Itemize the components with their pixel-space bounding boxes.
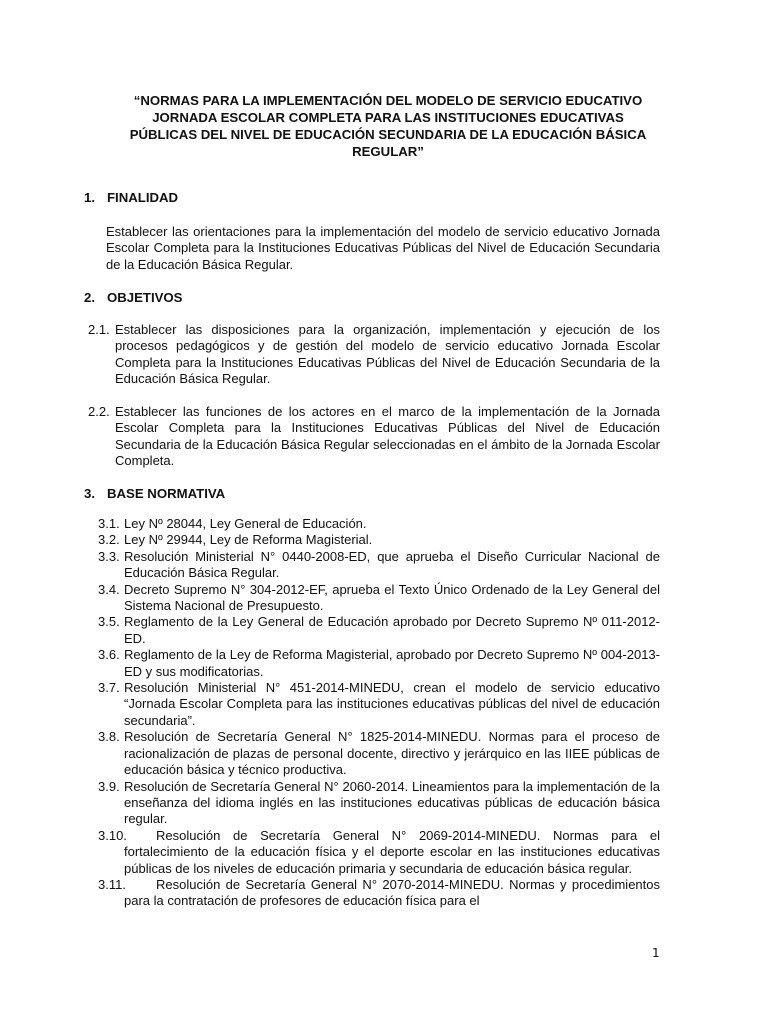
item-text: Resolución Ministerial N° 0440-2008-ED, que aprueba el Diseño Curricular Nacional de Educación Básica Regular. xyxy=(124,548,660,581)
title-line: PÚBLICAS DEL NIVEL DE EDUCACIÓN SECUNDARIA DE LA EDUCACIÓN BÁSICA xyxy=(129,127,647,142)
item-number: 3.11. xyxy=(98,876,126,892)
item-number: 2.1. xyxy=(88,322,110,337)
item-text: Resolución de Secretaría General N° 2060-2014. Lineamientos para la implementación de la enseñanza del idioma inglés en las instituciones educativas públicas de educación básica regular. xyxy=(124,778,660,827)
title-line: REGULAR” xyxy=(352,144,424,159)
list-item xyxy=(98,614,660,647)
list-item xyxy=(98,877,660,910)
item-number: 2.2. xyxy=(88,404,110,419)
list-item xyxy=(98,582,660,615)
item-number: 3.3. xyxy=(98,548,120,564)
item-number: 3.10. xyxy=(98,827,127,843)
item-text: Resolución de Secretaría General N° 1825-2014-MINEDU. Normas para el proceso de racionalización de plazas de personal docente, directivo y jerárquico en las IIEE públicas de educación básica y técnico productiva. xyxy=(124,729,660,778)
item-text: Ley Nº 29944, Ley de Reforma Magisterial. xyxy=(124,532,373,548)
item-number: 3.6. xyxy=(98,647,120,663)
objective-item xyxy=(88,322,660,388)
section-title: OBJETIVOS xyxy=(107,290,183,305)
item-text: Decreto Supremo N° 304-2012-EF, aprueba el Texto Único Ordenado de la Ley General del Sistema Nacional de Presupuesto. xyxy=(124,581,660,614)
section-title: FINALIDAD xyxy=(107,190,179,205)
page-number: 1 xyxy=(652,946,660,960)
item-text: Ley Nº 28044, Ley General de Educación. xyxy=(124,516,367,531)
item-number: 3.2. xyxy=(98,532,120,548)
section-heading-objetivos xyxy=(84,290,182,306)
item-number: 3.8. xyxy=(98,729,120,745)
base-normativa-list xyxy=(98,516,660,910)
objective-item xyxy=(88,404,660,470)
item-text: Resolución Ministerial N° 451-2014-MINEDU, crean el modelo de servicio educativo “Jornada Escolar Completa para las instituciones educativas públicas del nivel de educación secundaria”. xyxy=(124,680,660,728)
item-text: Establecer las funciones de los actores en el marco de la implementación de la Jornada Escolar Completa para la Instituciones Educativas Públicas del Nivel de Educación Secundaria de la Educación Básica Regular seleccionadas en el ámbito de la Jornada Escolar Completa. xyxy=(115,404,660,469)
item-number: 3.4. xyxy=(98,581,120,597)
item-text: Reglamento de la Ley de Reforma Magisterial, aprobado por Decreto Supremo Nº 004-2013-ED y sus modificatorias. xyxy=(124,647,660,679)
list-item xyxy=(98,516,660,532)
document-title xyxy=(96,92,680,160)
list-item xyxy=(98,779,660,828)
item-text: Resolución de Secretaría General N° 2070-2014-MINEDU. Normas y procedimientos para la contratación de profesores de educación física para el xyxy=(124,876,660,909)
section-number: 2. xyxy=(84,290,95,305)
item-text: Establecer las disposiciones para la organización, implementación y ejecución de los procesos pedagógicos y de gestión del modelo de servicio educativo Jornada Escolar Completa para la Instituciones Educativas Públicas del Nivel de Educación Secundaria de la Educación Básica Regular. xyxy=(115,322,660,387)
item-text: Resolución de Secretaría General N° 2069-2014-MINEDU. Normas para el fortalecimiento de la educación física y el deporte escolar en las instituciones educativas públicas de los niveles de educación primaria y secundaria de educación básica regular. xyxy=(124,827,660,876)
finalidad-paragraph: Establecer las orientaciones para la implementación del modelo de servicio educativo Jornada Escolar Completa para la Instituciones Educativas Públicas del Nivel de Educación Secundaria de la Educación Básica Regular. xyxy=(106,224,660,272)
list-item xyxy=(98,680,660,729)
list-item xyxy=(98,647,660,680)
list-item xyxy=(98,549,660,582)
section-number: 3. xyxy=(84,486,95,501)
title-line: JORNADA ESCOLAR COMPLETA PARA LAS INSTITUCIONES EDUCATIVAS xyxy=(152,110,624,125)
list-item xyxy=(98,532,660,548)
section-heading-base-normativa xyxy=(84,486,225,502)
item-number: 3.7. xyxy=(98,680,120,696)
item-number: 3.5. xyxy=(98,614,120,630)
list-item xyxy=(98,828,660,877)
item-number: 3.9. xyxy=(98,778,120,794)
section-heading-finalidad xyxy=(84,190,178,206)
item-number: 3.1. xyxy=(98,516,120,531)
list-item xyxy=(98,729,660,778)
title-line: “NORMAS PARA LA IMPLEMENTACIÓN DEL MODELO DE SERVICIO EDUCATIVO xyxy=(133,93,643,108)
item-text: Reglamento de la Ley General de Educación aprobado por Decreto Supremo Nº 011-2012-ED. xyxy=(124,614,660,646)
section-title: BASE NORMATIVA xyxy=(107,486,226,501)
section-number: 1. xyxy=(84,190,95,205)
